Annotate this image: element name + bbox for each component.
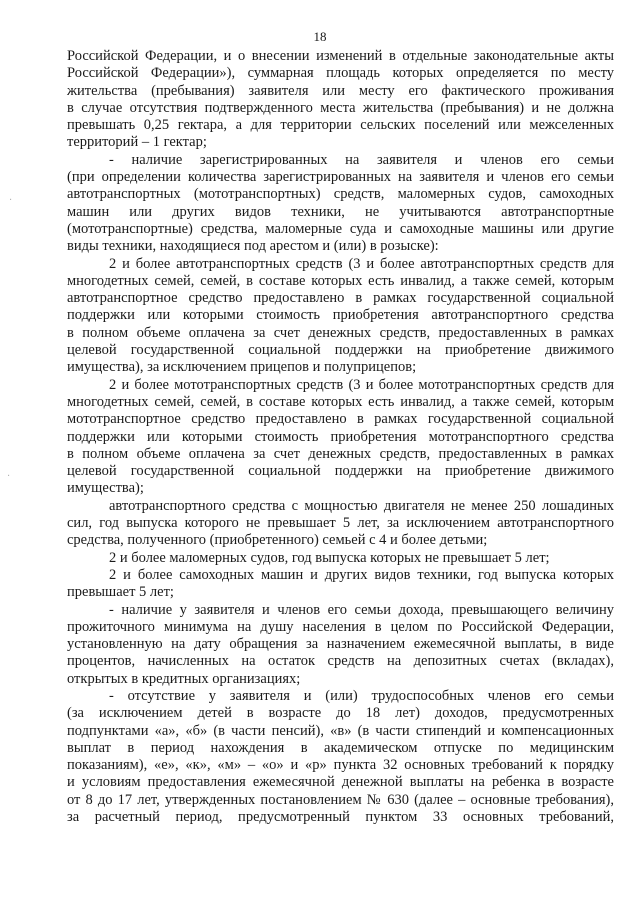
text-line: процентов, начисленных на остаток средств на депозитных счетах (вкладах), xyxy=(67,653,614,670)
text-line: превышать 0,25 гектара, а для территории сельских поселений или межселенных xyxy=(67,117,614,134)
document-body xyxy=(67,48,614,826)
text-line: (при определении количества зарегистрированных на заявителя и членов его семьи xyxy=(67,169,614,186)
text-line: средства, полученного (приобретенного) семьей с 4 и более детьми; xyxy=(67,532,488,549)
text-line: от 8 до 17 лет, утвержденных постановлением № 630 (далее – основные требования), xyxy=(67,791,614,808)
text-line: имущества); xyxy=(67,480,144,497)
text-line: и условиям предоставления ежемесячной денежной выплаты на ребенка в возрасте xyxy=(67,774,614,791)
text-line: автотранспортных (мототранспортных) средств, маломерных судов, самоходных xyxy=(67,186,614,203)
text-line: (мототранспортные) средства, маломерные суда и самоходные машины или другие xyxy=(67,220,614,237)
scan-artifact: . xyxy=(7,468,11,479)
text-line: имущества), за исключением прицепов и полуприцепов; xyxy=(67,359,417,376)
text-line: многодетных семей, семей, в составе которых есть инвалид, а также семей, которым xyxy=(67,272,614,289)
text-line: (за исключением детей в возрасте до 18 лет) доходов, предусмотренных xyxy=(67,705,614,722)
text-line: автотранспортное средство предоставлено в рамках государственной социальной xyxy=(67,290,614,307)
text-line: виды техники, находящиеся под арестом и (или) в розыске): xyxy=(67,238,439,255)
text-line: - наличие у заявителя и членов его семьи дохода, превышающего величину xyxy=(109,601,614,618)
text-line: жительства (пребывания) заявителя или месту его фактического проживания xyxy=(67,82,614,99)
text-line: многодетных семей, семей, в составе которых есть инвалид, а также семей, которым xyxy=(67,393,614,410)
text-line: в случае отсутствия подтвержденного места жительства (пребывания) и не должна xyxy=(67,99,614,116)
text-line: территорий – 1 гектар; xyxy=(67,134,207,151)
text-line: мототранспортное средство предоставлено в рамках государственной социальной xyxy=(67,411,614,428)
text-line: 2 и более самоходных машин и других видов техники, год выпуска которых xyxy=(109,566,614,583)
text-line: за расчетный период, предусмотренный пунктом 33 основных требований, xyxy=(67,809,614,826)
text-line: поддержки или которыми стоимость приобретения мототранспортного средства xyxy=(67,428,614,445)
text-line: сил, год выпуска которого не превышает 5 лет, за исключением автотранспортного xyxy=(67,515,614,532)
text-line: Российской Федерации»), суммарная площадь которых определяется по месту xyxy=(67,65,614,82)
page-number: 18 xyxy=(313,29,327,44)
text-line: машин или других видов техники, не учитываются автотранспортные xyxy=(67,203,614,220)
text-line: превышает 5 лет; xyxy=(67,584,174,601)
text-line: целевой государственной социальной поддержки на приобретение движимого xyxy=(67,463,614,480)
text-line: - отсутствие у заявителя и (или) трудоспособных членов его семьи xyxy=(109,687,614,704)
text-line: в полном объеме оплачена за счет денежных средств, предоставленных в рамках xyxy=(67,324,614,341)
text-line: 2 и более мототранспортных средств (3 и более мототранспортных средств для xyxy=(109,376,614,393)
text-line: - наличие зарегистрированных на заявителя и членов его семьи xyxy=(109,151,614,168)
text-line: 2 и более автотранспортных средств (3 и более автотранспортных средств для xyxy=(109,255,614,272)
text-line: Российской Федерации, и о внесении изменений в отдельные законодательные акты xyxy=(67,48,614,64)
scan-artifact: . xyxy=(9,192,13,203)
text-line: установленную на дату обращения за назначением ежемесячной выплаты, в виде xyxy=(67,636,614,653)
text-line: 2 и более маломерных судов, год выпуска которых не превышает 5 лет; xyxy=(109,549,550,566)
text-line: выплат в период нахождения в академическом отпуске по медицинским xyxy=(67,739,614,756)
text-line: автотранспортного средства с мощностью двигателя не менее 250 лошадиных xyxy=(109,497,614,514)
text-line: подпунктами «а», «б» (в части пенсий), «в» (в части стипендий и компенсационных xyxy=(67,722,614,739)
text-line: целевой государственной социальной поддержки на приобретение движимого xyxy=(67,342,614,359)
text-line: в полном объеме оплачена за счет денежных средств, предоставленных в рамках xyxy=(67,445,614,462)
text-line: показаниям), «е», «к», «м» – «о» и «р» пункта 32 основных требований к порядку xyxy=(67,757,614,774)
text-line: прожиточного минимума на душу населения в целом по Российской Федерации, xyxy=(67,618,614,635)
text-line: открытых в кредитных организациях; xyxy=(67,670,301,687)
text-line: поддержки или которыми стоимость приобретения автотранспортного средства xyxy=(67,307,614,324)
